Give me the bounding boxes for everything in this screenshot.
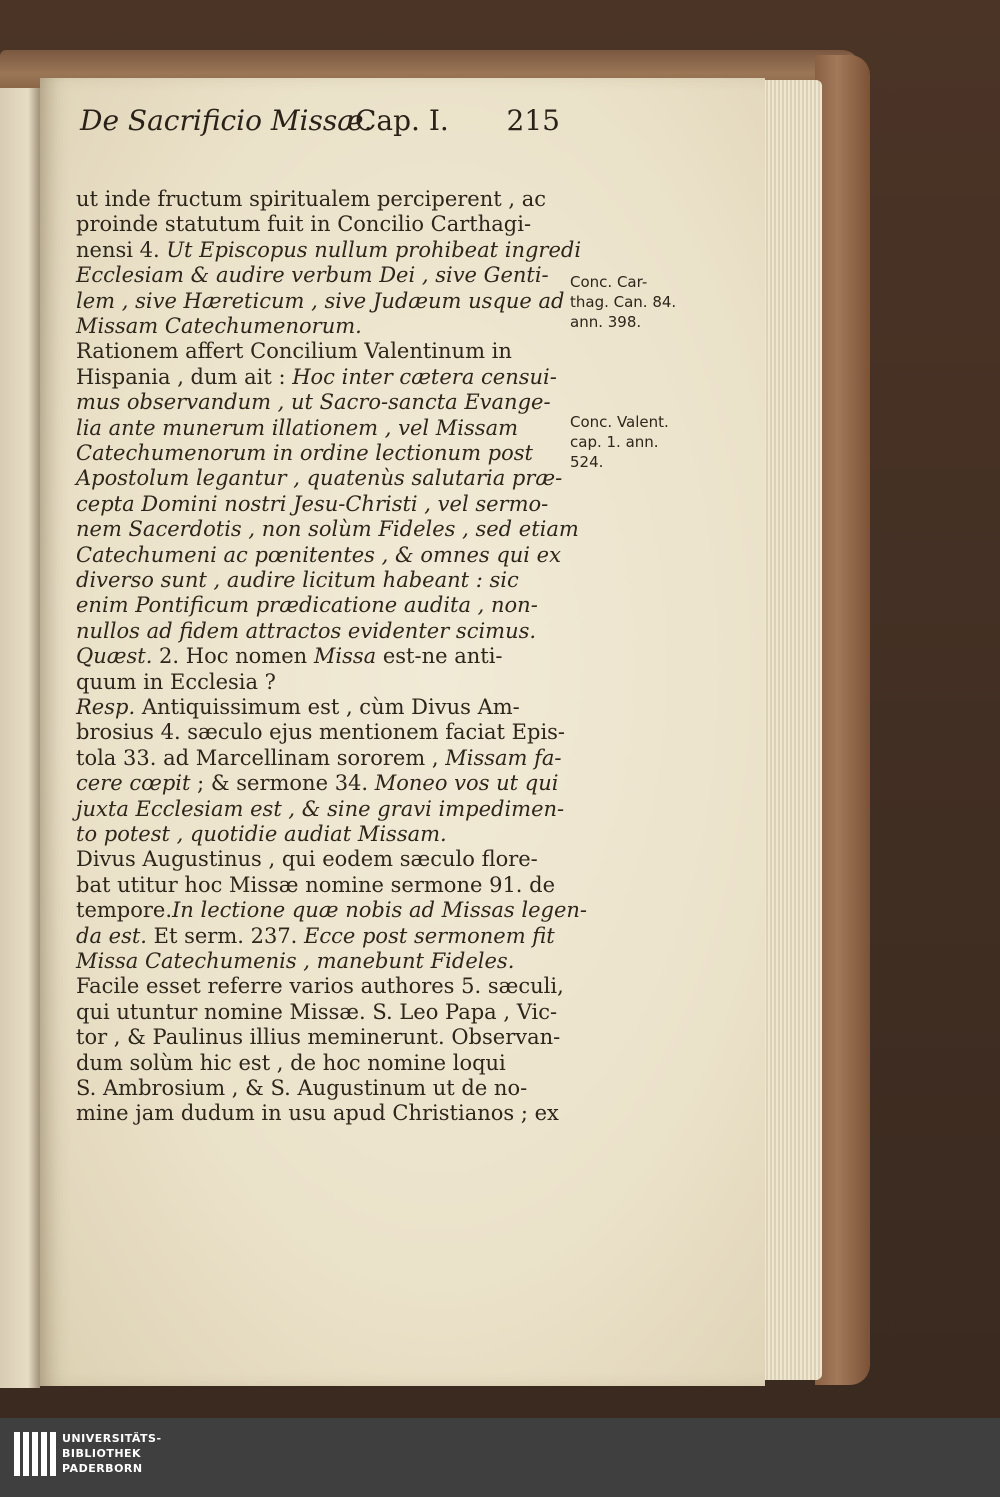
- italic-segment: da est.: [76, 923, 147, 948]
- italic-segment: Missam fa-: [445, 745, 562, 770]
- text-line: [76, 796, 566, 822]
- text-line: [76, 491, 566, 517]
- roman-segment: bat utitur hoc Missæ nomine sermone 91. de: [76, 872, 556, 897]
- logo-line-1: UNIVERSITÄTS-: [62, 1432, 162, 1445]
- text-line: [76, 542, 566, 568]
- italic-segment: Missam Catechumenorum.: [76, 314, 362, 338]
- roman-segment: proinde statutum fuit in Concilio Carthagi-: [76, 212, 532, 237]
- margin-note: [570, 272, 676, 332]
- text-line: [76, 618, 566, 644]
- text-line: [76, 821, 566, 847]
- italic-segment: Moneo vos ut qui: [374, 771, 559, 796]
- text-line: [76, 364, 566, 390]
- text-line: [76, 1100, 566, 1126]
- margin-note-line: ann. 398.: [570, 313, 642, 331]
- text-line: [76, 389, 566, 415]
- text-line: [76, 973, 566, 999]
- library-logo-icon: [14, 1432, 56, 1476]
- text-line: [76, 592, 566, 618]
- roman-segment: ; & sermone 34.: [190, 771, 375, 796]
- text-line: [76, 719, 566, 745]
- italic-segment: cere cœpit: [76, 771, 191, 796]
- italic-segment: juxta Ecclesiam est , & sine gravi impedimen-: [76, 796, 565, 821]
- text-line: [76, 745, 566, 771]
- text-line: [76, 313, 566, 339]
- margin-note: [570, 412, 669, 472]
- text-line: [76, 643, 566, 669]
- text-line: [76, 897, 588, 923]
- text-line: [76, 516, 579, 542]
- margin-note-line: Conc. Valent.: [570, 413, 669, 431]
- text-line: [76, 846, 566, 872]
- roman-segment: Et serm. 237.: [146, 923, 305, 948]
- roman-segment: ut inde fructum spiritualem perciperent , ac: [76, 187, 546, 211]
- page-block-edge: [760, 80, 822, 1380]
- roman-segment: tor , & Paulinus illius meminerunt. Observan-: [76, 1025, 561, 1050]
- logo-line-2: BIBLIOTHEK: [62, 1447, 142, 1460]
- left-page-edge: [0, 88, 40, 1388]
- italic-segment: mus observandum , ut Sacro-sancta Evange-: [76, 390, 551, 415]
- text-line: [76, 948, 566, 974]
- text-line: [76, 415, 566, 441]
- roman-segment: quum in Ecclesia ?: [76, 669, 276, 694]
- text-line: [76, 465, 566, 491]
- library-logo-text: [62, 1431, 162, 1476]
- italic-segment: Ecce post sermonem fit: [304, 923, 555, 948]
- margin-note-line: thag. Can. 84.: [570, 293, 677, 311]
- text-line: [76, 440, 566, 466]
- roman-segment: Antiquissimum est , cùm Divus Am-: [135, 695, 520, 719]
- italic-segment: Apostolum legantur , quatenùs salutaria præ-: [76, 466, 563, 491]
- italic-segment: Catechumeni ac pœnitentes , & omnes qui ex: [76, 542, 561, 567]
- text-line: [76, 999, 566, 1025]
- roman-segment: nensi 4.: [76, 237, 167, 262]
- book-cover-right-edge: [815, 55, 870, 1385]
- text-line: [76, 872, 566, 898]
- italic-segment: lia ante munerum illationem , vel Missam: [76, 415, 519, 440]
- roman-segment: dum solùm hic est , de hoc nomine loqui: [76, 1050, 506, 1075]
- text-line: [76, 923, 566, 949]
- italic-segment: Missa: [313, 644, 377, 669]
- margin-note-line: 524.: [570, 453, 604, 471]
- running-title: De Sacrificio Missæ.: [80, 104, 373, 137]
- roman-segment: Facile esset referre varios authores 5. sæculi,: [76, 974, 564, 999]
- text-line: [76, 288, 566, 314]
- text-line: [76, 211, 566, 237]
- page-number: 215: [506, 104, 560, 137]
- italic-segment: to potest , quotidie audiat Missam.: [76, 822, 447, 846]
- roman-segment: Rationem affert Concilium Valentinum in: [76, 339, 512, 364]
- text-line: [76, 1050, 566, 1076]
- margin-note-line: Conc. Car-: [570, 273, 648, 291]
- text-line: [76, 338, 566, 364]
- italic-segment: Ut Episcopus nullum prohibeat ingredi: [166, 237, 582, 262]
- text-line: [76, 1024, 566, 1050]
- roman-segment: Hispania , dum ait :: [76, 364, 293, 389]
- italic-segment: Catechumenorum in ordine lectionum post: [76, 441, 533, 465]
- italic-segment: In lectione quæ nobis ad Missas legen-: [172, 898, 588, 923]
- library-footer: [0, 1418, 1000, 1497]
- text-line: [76, 567, 566, 593]
- roman-segment: 2. Hoc nomen: [152, 644, 314, 669]
- margin-note-line: cap. 1. ann.: [570, 433, 659, 451]
- text-line: [76, 669, 566, 695]
- logo-line-3: PADERBORN: [62, 1462, 143, 1475]
- roman-segment: S. Ambrosium , & S. Augustinum ut de no-: [76, 1076, 528, 1100]
- italic-segment: Ecclesiam & audire verbum Dei , sive Genti-: [76, 263, 549, 288]
- italic-segment: Resp.: [76, 695, 136, 719]
- text-line: [76, 237, 582, 263]
- italic-segment: nullos ad fidem attractos evidenter scimus.: [76, 618, 537, 643]
- roman-segment: mine jam dudum in usu apud Christianos ; ex: [76, 1101, 559, 1126]
- roman-segment: tola 33. ad Marcellinam sororem ,: [76, 745, 446, 770]
- roman-segment: tempore.: [76, 898, 173, 923]
- italic-segment: lem , sive Hæreticum , sive Judæum usque ad: [76, 288, 565, 313]
- text-line: [76, 1075, 566, 1101]
- italic-segment: Hoc inter cætera censui-: [292, 364, 557, 389]
- running-header: [80, 104, 560, 140]
- text-line: [76, 262, 566, 288]
- roman-segment: brosius 4. sæculo ejus mentionem faciat Epis-: [76, 720, 566, 745]
- text-line: [76, 694, 566, 720]
- roman-segment: Divus Augustinus , qui eodem sæculo flore-: [76, 847, 538, 872]
- italic-segment: diverso sunt , audire licitum habeant : sic: [76, 568, 519, 592]
- text-line: [76, 186, 566, 212]
- italic-segment: Missa Catechumenis , manebunt Fideles.: [76, 949, 515, 973]
- italic-segment: Quæst.: [76, 644, 153, 669]
- chapter-label: Cap. I.: [355, 104, 449, 137]
- italic-segment: cepta Domini nostri Jesu-Christi , vel sermo-: [76, 491, 549, 516]
- italic-segment: nem Sacerdotis , non solùm Fideles , sed etiam: [76, 517, 579, 542]
- roman-segment: est-ne anti-: [376, 644, 503, 669]
- text-line: [76, 770, 566, 796]
- italic-segment: enim Pontificum prædicatione audita , non-: [76, 593, 538, 618]
- roman-segment: qui utuntur nomine Missæ. S. Leo Papa , Vic-: [76, 999, 558, 1024]
